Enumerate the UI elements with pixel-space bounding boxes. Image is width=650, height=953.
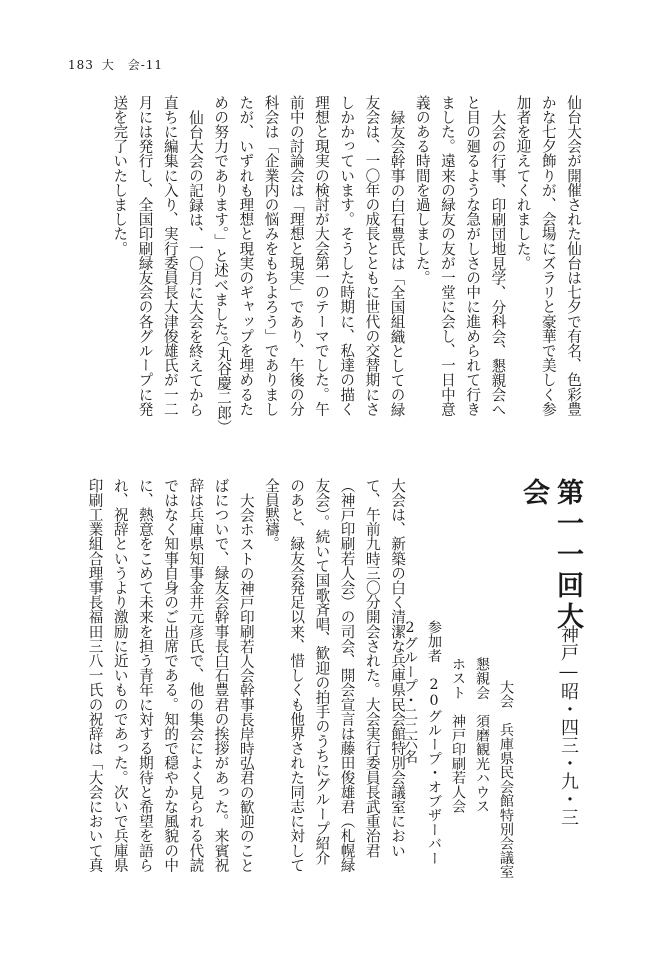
venue-line: 大会 兵庫県民会館特別会議室 — [498, 679, 514, 879]
author-signature: （丸谷慶二郎） — [215, 332, 232, 435]
event-details — [398, 620, 518, 880]
section-heading: 第一一回大会 — [518, 478, 583, 633]
section-title: 大 会-11 — [101, 58, 164, 72]
participants-line: 参加者 20グループ・オブザーバー2グループ・二二六名 — [402, 620, 442, 865]
paragraph: 緑友会幹事の白石豊氏は「全国組織としての緑友会は、一〇年の成長とともに世代の交替期にさしかかっています。そうした時期に、私達の描く理想と現実の検討が大会第一のテーマでした。午前中の討論会は「理想と現実」であり、午後の分科会は「企業内の悩みをもちよろう」でありましたが、いずれも理想と現実のギャップを埋めるための努力であります。」と述べました。 — [212, 95, 406, 417]
reception-line: 懇親会 須磨観光ハウス — [474, 656, 490, 814]
sendai-section-body — [107, 95, 586, 425]
paragraph: 仙台大会の記録は、一〇月に大会を終えてから直ちに編集に入り、実行委員長大津俊雄氏が一二月には発行し、全国印刷緑友会の各グループに発送を完了いたしました。 — [111, 95, 204, 417]
paragraph: 仙台大会が開催された仙台は七夕で有名、色彩豊かな七夕飾りが、会場にズラリと豪華で美しく参加者を迎えてくれました。 — [514, 95, 582, 417]
event-date: 神戸―昭・四三・九・三 — [558, 625, 579, 826]
page-header — [68, 56, 163, 73]
page-number: 183 — [68, 58, 94, 72]
paragraph: 大会の行事、印刷団地見学、分科会、懇親会へと目の廻るような急がしさの中に進められて行きました。遠来の緑友の友が一堂に会し、一日中意義のある時間を過しました。 — [413, 95, 507, 417]
host-line: ホスト 神戸印刷若人会 — [450, 656, 466, 814]
kobe-section-body — [86, 478, 410, 878]
paragraph: 大会は、新築の白く清潔な兵庫県民会館特別会議室において、午前九時三〇分開会された。大会実行委員長武重治君（神戸印刷若人会）の司会、開会宣言は藤田俊雄君（札幌緑友会）。続いて国歌斉唱、歓迎の拍手のうちにグループ紹介のあと、緑友会発足以来、惜しくも他界された同志に対して全員黙禱。 — [262, 478, 406, 873]
paragraph: 大会ホストの神戸印刷若人会幹事長岸時弘君の歓迎のことばについで、緑友会幹事長白石豊君の挨拶があった。来賓祝辞は兵庫県知事金井元彦氏で、他の集会によく見られる代読ではなく知事自身のご出席である。知的で穏やかな風貌の中に、熱意をこめて未来を担う青年に対する期待と希望を語られ、祝辞というより激励に近いものであった。次いで兵庫県印刷工業組合理事長福田三八一氏の祝辞は「大会において真 — [86, 478, 255, 873]
